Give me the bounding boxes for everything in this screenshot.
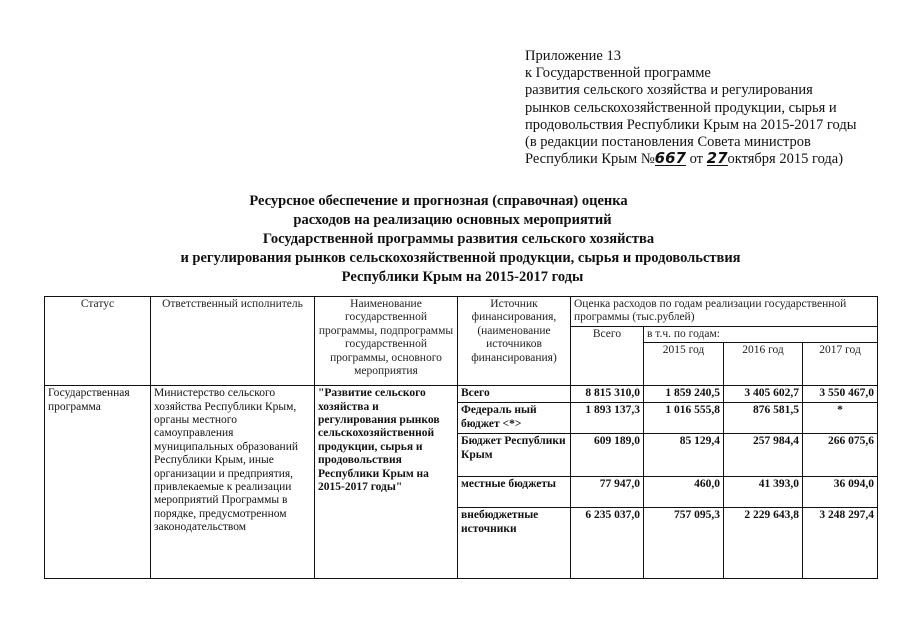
total-cell: 609 189,0 [571, 434, 644, 477]
y2015-cell: 757 095,3 [644, 508, 724, 579]
title-line: Ресурсное обеспечение и прогнозная (справочная) оценка [249, 193, 628, 209]
appendix-mid: от [685, 151, 707, 168]
total-cell: 8 815 310,0 [571, 386, 644, 403]
appendix-line: (в редакции постановления Совета министров [525, 134, 811, 151]
header-2017: 2017 год [803, 343, 878, 386]
title-line: Государственной программы развития сельского хозяйства [262, 231, 655, 247]
source-cell: Бюджет Республики Крым [458, 434, 571, 477]
source-cell: местные бюджеты [458, 477, 571, 508]
y2015-cell: 1 859 240,5 [644, 386, 724, 403]
header-status: Статус [45, 297, 151, 386]
total-cell: 6 235 037,0 [571, 508, 644, 579]
appendix-line: развития сельского хозяйства и регулирования [525, 82, 813, 99]
appendix-block [525, 48, 856, 168]
decree-day: 27 [706, 149, 728, 168]
header-2015: 2015 год [644, 343, 724, 386]
y2017-cell: 266 075,6 [803, 434, 878, 477]
table-row [45, 386, 878, 403]
decree-number: 667 [654, 149, 686, 168]
y2016-cell: 257 984,4 [724, 434, 803, 477]
header-by-years: в т.ч. по годам: [644, 326, 878, 342]
source-cell: внебюджетные источники [458, 508, 571, 579]
appendix-line: рынков сельскохозяйственной продукции, сырья и [525, 99, 837, 116]
y2015-cell: 1 016 555,8 [644, 403, 724, 434]
header-total: Всего [571, 326, 644, 385]
y2017-cell: * [803, 403, 878, 434]
source-cell: Федераль ный бюджет <*> [458, 403, 571, 434]
header-row [45, 297, 878, 327]
y2016-cell: 41 393,0 [724, 477, 803, 508]
executor-cell: Министерство сельского хозяйства Республики Крым, органы местного самоуправления муниципальных образований Республики Крым, иные организации и предприятия, привлекаемые к реализации мероприятий Программы в порядке, предусмотренном законодательством [151, 386, 315, 579]
y2016-cell: 2 229 643,8 [724, 508, 803, 579]
y2017-cell: 3 550 467,0 [803, 386, 878, 403]
y2015-cell: 85 129,4 [644, 434, 724, 477]
appendix-line: продовольствия Республики Крым на 2015-2017 годы [525, 116, 857, 133]
y2016-cell: 3 405 602,7 [724, 386, 803, 403]
title-line: расходов на реализацию основных мероприятий [293, 212, 612, 228]
total-cell: 77 947,0 [571, 477, 644, 508]
y2016-cell: 876 581,5 [724, 403, 803, 434]
appendix-line: к Государственной программе [525, 65, 711, 82]
appendix-line: Приложение 13 [525, 48, 621, 64]
appendix-suffix: октября 2015 года) [727, 151, 844, 168]
header-2016: 2016 год [724, 343, 803, 386]
title-line: и регулирования рынков сельскохозяйственной продукции, сырья и продовольствия [180, 250, 741, 266]
total-cell: 1 893 137,3 [571, 403, 644, 434]
y2017-cell: 3 248 297,4 [803, 508, 878, 579]
header-name: Наименование государственной программы, подпрограммы государственной программы, основного мероприятия [315, 297, 458, 386]
header-estimate: Оценка расходов по годам реализации государственной программы (тыс.рублей) [571, 297, 878, 327]
header-executor: Ответственный исполнитель [151, 297, 315, 386]
document-title [0, 192, 905, 287]
title-line: Республики Крым на 2015-2017 годы [341, 269, 584, 285]
appendix-prefix: Республики Крым № [525, 151, 655, 168]
y2017-cell: 36 094,0 [803, 477, 878, 508]
status-cell: Государственная программа [45, 386, 151, 579]
source-cell: Всего [458, 386, 571, 403]
appendix-line-last [525, 151, 856, 168]
program-name-cell: "Развитие сельского хозяйства и регулирования рынков сельскохозяйственной продукции, сырья и продовольствия Республики Крым на 2015-2017 годы" [315, 386, 458, 579]
resource-table [44, 296, 878, 579]
y2015-cell: 460,0 [644, 477, 724, 508]
header-source: Источник финансирования, (наименование источников финансирования) [458, 297, 571, 386]
